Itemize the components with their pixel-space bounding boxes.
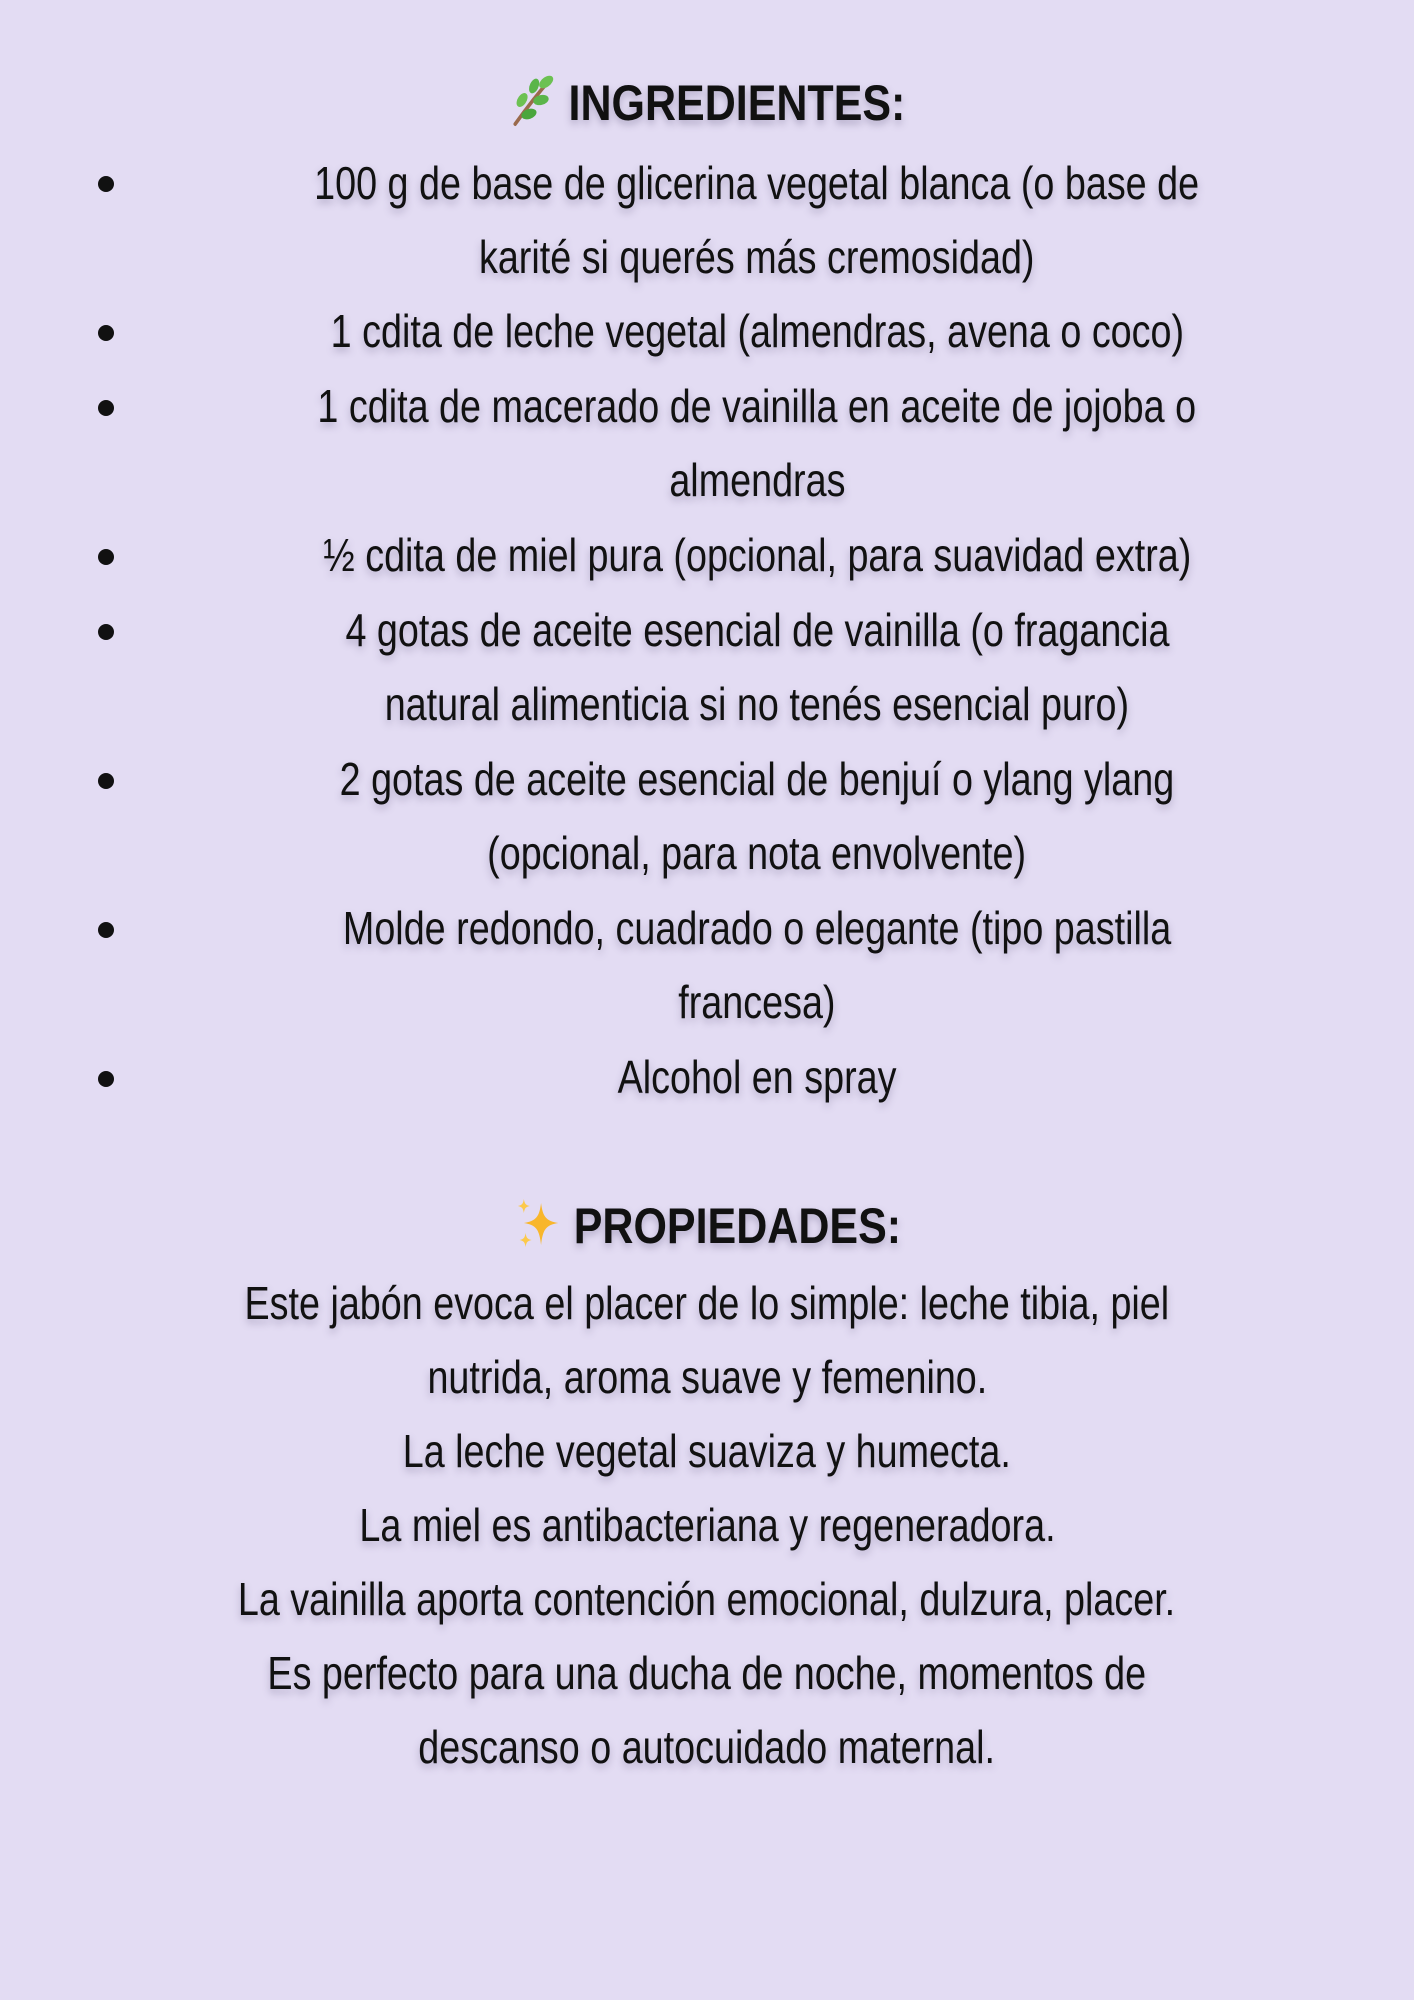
bullet-icon xyxy=(98,325,114,341)
herb-leaf-icon xyxy=(508,72,556,128)
bullet-icon xyxy=(98,624,114,640)
ingredient-item-5-line-1: 4 gotas de aceite esencial de vainilla (o fragancia xyxy=(344,604,1170,656)
bullet-icon xyxy=(98,176,114,192)
bullet-icon xyxy=(98,400,114,416)
ingredient-item-7-line-1: Molde redondo, cuadrado o elegante (tipo pastilla xyxy=(342,902,1172,954)
sparkles-icon xyxy=(513,1195,561,1251)
ingredient-item-6-line-1: 2 gotas de aceite esencial de benjuí o ylang ylang xyxy=(339,753,1175,805)
ingredients-heading xyxy=(0,72,1414,132)
bullet-icon xyxy=(98,549,114,565)
ingredient-item-3-line-2: almendras xyxy=(668,454,846,506)
properties-line-7: descanso o autocuidado maternal. xyxy=(418,1721,996,1773)
ingredients-heading-text: INGREDIENTES: xyxy=(568,75,906,131)
properties-line-3: La leche vegetal suaviza y humecta. xyxy=(402,1425,1012,1477)
properties-line-1: Este jabón evoca el placer de lo simple: leche tibia, piel xyxy=(244,1277,1170,1329)
ingredient-item-4-line-1: ½ cdita de miel pura (opcional, para suavidad extra) xyxy=(322,529,1192,581)
ingredient-item-8-line-1: Alcohol en spray xyxy=(617,1051,897,1103)
ingredient-item-2-line-1: 1 cdita de leche vegetal (almendras, avena o coco) xyxy=(330,305,1184,357)
ingredient-item-7-line-2: francesa) xyxy=(678,976,836,1028)
ingredient-item-5-line-2: natural alimenticia si no tenés esencial puro) xyxy=(384,678,1130,730)
properties-line-2: nutrida, aroma suave y femenino. xyxy=(427,1351,987,1403)
bullet-icon xyxy=(98,922,114,938)
properties-heading xyxy=(0,1195,1414,1255)
properties-line-4: La miel es antibacteriana y regeneradora. xyxy=(358,1499,1056,1551)
ingredient-item-1-line-2: karité si querés más cremosidad) xyxy=(479,231,1035,283)
bullet-icon xyxy=(98,773,114,789)
ingredient-item-6-line-2: (opcional, para nota envolvente) xyxy=(487,827,1027,879)
ingredient-item-1-line-1: 100 g de base de glicerina vegetal blanca (o base de xyxy=(314,157,1200,209)
bullet-icon xyxy=(98,1071,114,1087)
ingredient-item-3-line-1: 1 cdita de macerado de vainilla en aceite de jojoba o xyxy=(317,380,1197,432)
properties-heading-text: PROPIEDADES: xyxy=(573,1198,901,1254)
properties-line-6: Es perfecto para una ducha de noche, momentos de xyxy=(267,1647,1147,1699)
properties-line-5: La vainilla aporta contención emocional, dulzura, placer. xyxy=(238,1573,1176,1625)
